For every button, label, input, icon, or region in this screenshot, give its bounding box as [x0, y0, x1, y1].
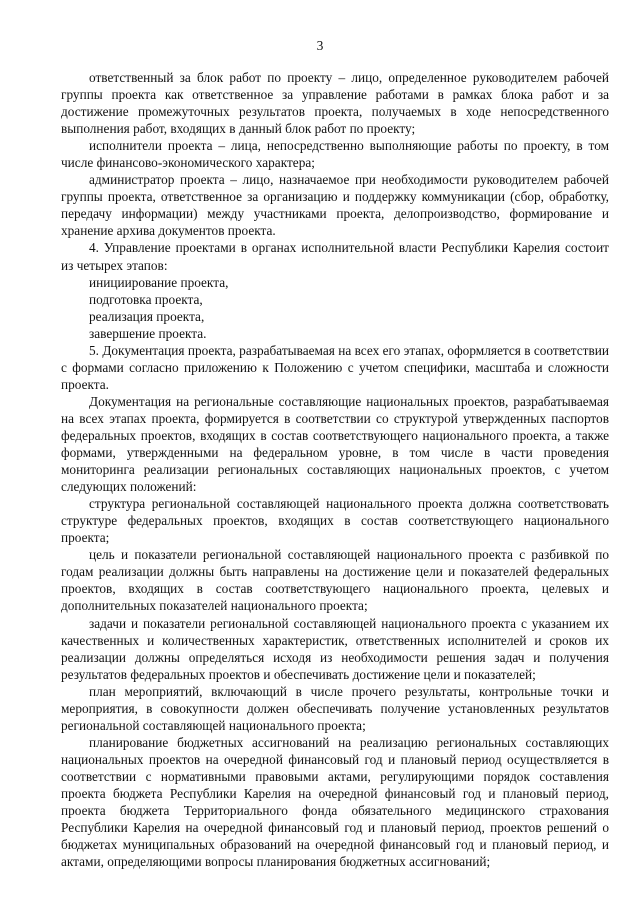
paragraph-administrator: администратор проекта – лицо, назначаемое при необходимости руководителем рабочей группы проекта, ответственное за организацию и поддержку коммуникации (сбор, обработку, передачу информации) между участниками проекта, делопроизводство, формирование и хранение архива документов проекта.: [61, 172, 609, 239]
paragraph-goals-indicators: цель и показатели региональной составляющей национального проекта с разбивкой по годам реализации должны быть направлены на достижение цели и показателей федеральных проектов, входящих в состав соответствующего национального проекта, целевых и дополнительных показателей национального проекта;: [61, 547, 609, 614]
paragraph-block-responsible: ответственный за блок работ по проекту – лицо, определенное руководителем рабочей группы проекта как ответственное за управление работами в рамках блока работ и за достижение промежуточных результатов проекта, получаемых в ходе непосредственного выполнения работ, входящих в данный блок работ по проекту;: [61, 70, 609, 137]
paragraph-executors: исполнители проекта – лица, непосредственно выполняющие работы по проекту, в том числе финансово-экономического характера;: [61, 138, 609, 171]
page-number: 3: [316, 38, 324, 53]
paragraph-structure: структура региональной составляющей национального проекта должна соответствовать структуре федеральных проектов, входящих в состав соответствующего национального проекта;: [61, 496, 609, 546]
paragraph-action-plan: план мероприятий, включающий в числе прочего результаты, контрольные точки и мероприятия, в совокупности должен обеспечивать получение установленных результатов региональной составляющей национального проекта;: [61, 683, 609, 733]
list-item-completion: завершение проекта.: [89, 325, 207, 341]
paragraph-item-4: 4. Управление проектами в органах исполнительной власти Республики Карелия состоит из четырех этапов:: [61, 240, 609, 273]
list-item-preparation: подготовка проекта,: [89, 291, 203, 307]
document-body: [61, 69, 609, 870]
paragraph-regional-documentation: Документация на региональные составляющие национальных проектов, разрабатываемая на всех этапах проекта, формируется в соответствии со структурой утвержденных паспортов федеральных проектов, входящих в состав соответствующего национального проекта, а также формами, утвержденными на федеральном уровне, в том числе в части проведения мониторинга реализации региональных составляющих национальных проектов, с учетом следующих положений:: [61, 393, 609, 495]
paragraph-budget-planning: планирование бюджетных ассигнований на реализацию региональных составляющих национальных проектов на очередной финансовый год и плановый период осуществляется в соответствии с нормативными правовыми актами, регулирующими порядок составления проекта бюджета Республики Карелия на очередной финансовый год и плановый период, проекта бюджета Территориального фонда обязательного медицинского страхования Республики Карелия на очередной финансовый год и плановый период, проектов решений о бюджетах муниципальных образований на очередной финансовый год и плановый период, и актами, определяющими вопросы планирования бюджетных ассигнований;: [61, 734, 609, 870]
list-item-implementation: реализация проекта,: [89, 308, 205, 324]
paragraph-item-5: 5. Документация проекта, разрабатываемая на всех его этапах, оформляется в соответствии с формами согласно приложению к Положению с учетом специфики, масштаба и сложности проекта.: [61, 342, 609, 392]
list-item-initiation: инициирование проекта,: [89, 274, 229, 290]
paragraph-tasks-indicators: задачи и показатели региональной составляющей национального проекта с указанием их качественных и количественных характеристик, ответственных исполнителей и сроков их реализации должны определяться исходя из необходимости решения задач и получения результатов федеральных проектов и обеспечивать достижение цели и показателей;: [61, 615, 609, 682]
